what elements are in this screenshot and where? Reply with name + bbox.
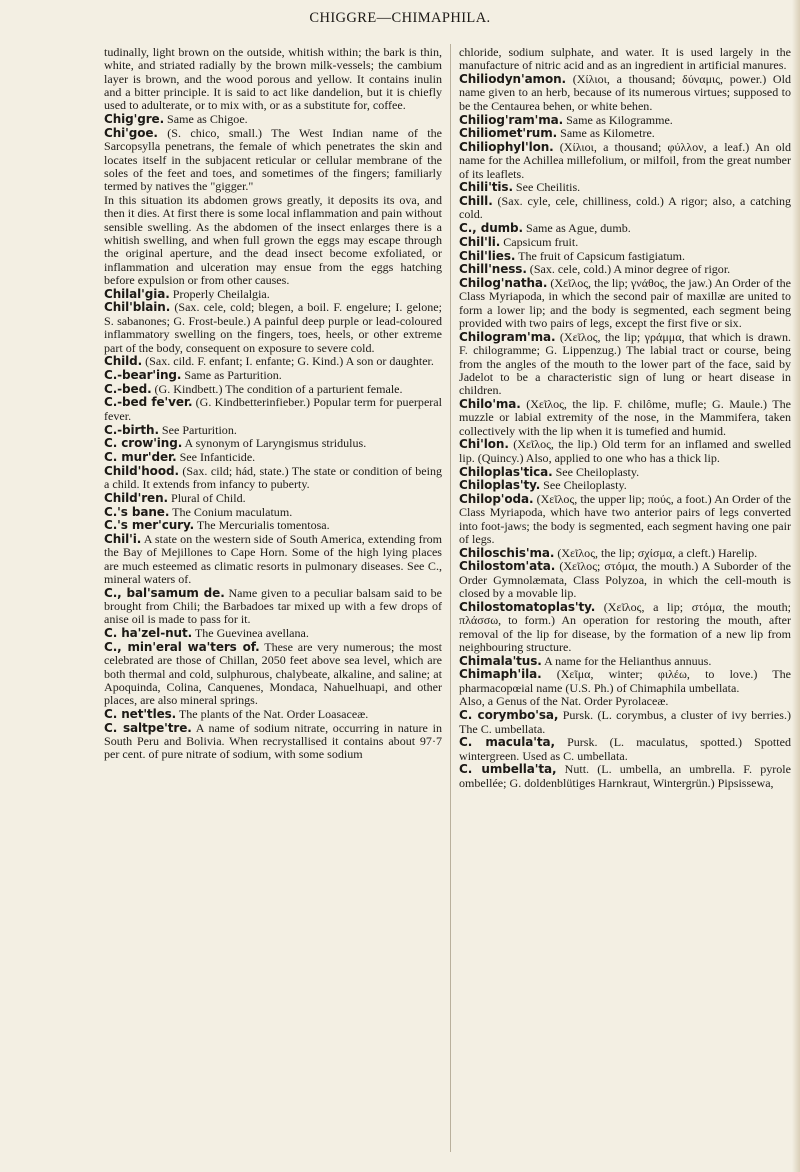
- entry-definition: A synonym of Laryngismus stridulus.: [182, 436, 367, 451]
- entry-headword: C. crow'ing.: [104, 436, 183, 451]
- entry-definition: A name of sodium nitrate, occurring in nature in South Peru and Bolivia. When recrystallised it contains about 97·7 per cent. of pure nitrate of sodium, with some sodium: [104, 720, 442, 762]
- entry-headword: Chi'lon.: [459, 437, 509, 452]
- dictionary-entry: [459, 73, 791, 113]
- entry-headword: Chill'ness.: [459, 262, 527, 277]
- dictionary-entry: [104, 383, 442, 396]
- entry-definition: See Cheiloplasty.: [540, 478, 627, 493]
- entry-headword: C.-bed fe'ver.: [104, 395, 193, 410]
- entry-definition: A name for the Helianthus annuus.: [541, 653, 712, 668]
- entry-headword: C.-bear'ing.: [104, 367, 182, 382]
- entry-headword: Chiloplas'tica.: [459, 464, 553, 479]
- dictionary-entry: [104, 355, 442, 368]
- dictionary-entry: [104, 424, 442, 437]
- entry-headword: C.-birth.: [104, 422, 159, 437]
- entry-definition: Same as Parturition.: [181, 367, 282, 382]
- entry-definition: The Mercurialis tomentosa.: [194, 518, 330, 533]
- entry-headword: Chiliog'ram'ma.: [459, 112, 564, 127]
- entry-definition: Also, a Genus of the Nat. Order Pyrolaceæ.: [459, 694, 669, 709]
- dictionary-entry: [459, 236, 791, 249]
- entry-headword: C.-bed.: [104, 381, 152, 396]
- entry-definition: The Guevinea avellana.: [192, 626, 309, 641]
- dictionary-entry: [104, 506, 442, 519]
- column-divider: [450, 44, 451, 1152]
- entry-headword: Chill.: [459, 194, 493, 209]
- entry-headword: Chilostomatoplas'ty.: [459, 599, 596, 614]
- entry-definition: Capsicum fruit.: [500, 234, 579, 249]
- entry-definition: (G. Kindbett.) The condition of a parturient female.: [151, 381, 403, 396]
- entry-definition: Pursk. (L. maculatus, spotted.) Spotted wintergreen. Used as C. umbellata.: [459, 735, 791, 763]
- entry-definition: Nutt. (L. umbella, an umbrella. F. pyrole ombellée; G. doldenblütiges Harnkraut, Wintergrün.) Pipsissewa,: [459, 762, 791, 790]
- entry-definition: Same as Ague, dumb.: [523, 221, 631, 236]
- entry-definition: Properly Cheilalgia.: [169, 286, 270, 301]
- entry-definition: (Χεῖλος, the lip. F. chilôme, mufle; G. Maule.) The muzzle or labial extremity of the nose, in the Mammifera, taken collectively with the lip when it is tumefied and humid.: [459, 397, 791, 438]
- dictionary-entry: [104, 492, 442, 505]
- entry-headword: Child.: [104, 354, 143, 369]
- dictionary-entry: [459, 398, 791, 438]
- dictionary-entry: [459, 479, 791, 492]
- dictionary-entry: [104, 437, 442, 450]
- entry-definition: (Sax. cyle, cele, chilliness, cold.) A rigor; also, a catching cold.: [459, 194, 791, 222]
- dictionary-entry: [104, 641, 442, 708]
- entry-definition: Pursk. (L. corymbus, a cluster of ivy berries.) The C. umbellata.: [459, 708, 791, 736]
- entry-definition: In this situation its abdomen grows greatly, it deposits its ova, and then it dies. At first there is some local inflammation and pain without sensible swelling. As the abdomen of the insect enlarges there is a whitish swelling, and when full grown the eggs may escape through the original aperture, and the dead insect become exfoliated, or inflammation and ulceration may ensue from the eggs hatching before expulsion or from other causes.: [104, 192, 442, 288]
- dictionary-entry: [104, 519, 442, 532]
- left-column: [104, 46, 442, 762]
- entry-headword: Chil'blain.: [104, 300, 171, 315]
- dictionary-entry: [459, 736, 791, 763]
- entry-definition: (Sax. cild; hád, state.) The state or condition of being a child. It extends from infancy to puberty.: [104, 463, 442, 492]
- dictionary-entry: [459, 601, 791, 654]
- entry-definition: (G. Kindbetterinfieber.) Popular term for puerperal fever.: [104, 395, 442, 423]
- dictionary-entry: [104, 708, 442, 721]
- entry-headword: Chimaph'ila.: [459, 667, 542, 682]
- entry-headword: Chi'goe.: [104, 125, 158, 140]
- dictionary-entry: [104, 288, 442, 301]
- dictionary-entry: [459, 127, 791, 140]
- entry-definition: (Χεῖλος, the lip; γράμμα, that which is drawn. F. chilogramme; G. Lippenzug.) The labial tract or course, being from the angles of the mouth to the lower part of the face, said by Jadelot to be a characteristic sign of lung or heart disease in children.: [459, 329, 791, 398]
- entry-headword: Chiliomet'rum.: [459, 126, 558, 141]
- entry-definition: See Cheiloplasty.: [552, 464, 640, 479]
- entry-headword: C. macula'ta,: [459, 735, 555, 750]
- dictionary-entry: [104, 451, 442, 464]
- dictionary-entry: [459, 763, 791, 790]
- entry-definition: (Χίλιοι, a thousand; φύλλον, a leaf.) An old name for the Achillea millefolium, or milfoil, from the great number of its leaflets.: [459, 139, 791, 181]
- dictionary-entry: [459, 141, 791, 181]
- entry-definition: A state on the western side of South America, extending from the Bay of Mejillones to Cape Horn. Some of the high lying places are much esteemed as climatic resorts in pulmonary diseases. See C., mineral waters of.: [104, 532, 442, 587]
- dictionary-entry: [459, 250, 791, 263]
- entry-headword: Chil'li.: [459, 234, 501, 249]
- entry-continuation: [459, 46, 791, 73]
- entry-definition: (Sax. cele, cold.) A minor degree of rigor.: [526, 262, 731, 277]
- entry-headword: Chilal'gia.: [104, 286, 170, 301]
- entry-headword: Chig'gre.: [104, 112, 165, 127]
- dictionary-entry: [459, 709, 791, 736]
- entry-continuation: [104, 194, 442, 287]
- entry-headword: C., min'eral wa'ters of.: [104, 639, 260, 654]
- entry-headword: Chilostom'ata.: [459, 559, 556, 574]
- entry-definition: (Χεῖλος, a lip; στόμα, the mouth; πλάσσω, to form.) An operation for restoring the mouth, after removal of the lip for disease, by the formation of a new lip from neighbouring structure.: [459, 599, 791, 654]
- entry-definition: (Χεῖλος; στόμα, the mouth.) A Suborder of the Order Gymnolæmata, Class Polyzoa, in which the cell-mouth is closed by a movable lip.: [459, 559, 791, 601]
- entry-definition: tudinally, light brown on the outside, whitish within; the bark is thin, white, and striated radially by the brown milk-vessels; the cambium layer is brown, and the wood porous and yellow. It contains inulin and a bitter principle. It is said to act like dandelion, but it is chiefly used to adulterate, or to mix with, or as a substitute for, coffee.: [104, 45, 442, 113]
- dictionary-entry: [459, 195, 791, 222]
- dictionary-entry: [459, 655, 791, 668]
- page-edge-shadow: [792, 0, 800, 1172]
- dictionary-entry: [104, 533, 442, 586]
- entry-definition: (Χεῖλος, the lip; σχίσμα, a cleft.) Harelip.: [554, 545, 758, 560]
- dictionary-entry: [459, 222, 791, 235]
- dictionary-entry: [104, 127, 442, 194]
- entry-headword: Chil'lies.: [459, 248, 516, 263]
- entry-definition: The fruit of Capsicum fastigiatum.: [515, 248, 686, 263]
- entry-definition: See Infanticide.: [176, 450, 256, 464]
- dictionary-entry: [104, 465, 442, 492]
- dictionary-entry: [459, 466, 791, 479]
- entry-definition: Same as Chigoe.: [164, 112, 248, 127]
- entry-definition: Name given to a peculiar balsam said to be brought from Chili; the Barbadoes tar mixed up with a few drops of anise oil is made to pass for it.: [104, 585, 442, 627]
- dictionary-entry: [459, 493, 791, 546]
- entry-headword: C. saltpe'tre.: [104, 720, 192, 735]
- dictionary-entry: [104, 301, 442, 354]
- entry-headword: C., dumb.: [459, 221, 523, 236]
- entry-headword: Chilog'natha.: [459, 276, 548, 291]
- entry-continuation: [104, 46, 442, 113]
- dictionary-entry: [459, 263, 791, 276]
- entry-definition: (Χίλιοι, a thousand; δύναμις, power.) Old name given to an herb, because of its numerous virtues; supposed to be the Centaurea behen, or white behen.: [459, 72, 791, 113]
- entry-definition: See Parturition.: [158, 422, 237, 437]
- entry-headword: C. mur'der.: [104, 450, 177, 464]
- entry-continuation: [459, 695, 791, 708]
- entry-headword: C.'s mer'cury.: [104, 518, 195, 533]
- dictionary-entry: [459, 181, 791, 194]
- entry-headword: C. corymbo'sa,: [459, 708, 559, 723]
- entry-headword: Chilo'ma.: [459, 397, 521, 412]
- dictionary-entry: [104, 627, 442, 640]
- entry-headword: C. ha'zel-nut.: [104, 626, 193, 641]
- dictionary-entry: [459, 114, 791, 127]
- entry-definition: (S. chico, small.) The West Indian name of the Sarcopsylla penetrans, the female of which penetrates the skin and locates itself in the subjacent reticular or cellular membrane of the soles of the feet and toes, and sometimes of the fingers; familiarly termed by natives the "gigger.": [104, 125, 442, 194]
- running-head: CHIGGRE—CHIMAPHILA.: [309, 10, 491, 26]
- entry-headword: Chili'tis.: [459, 180, 513, 195]
- entry-definition: See Cheilitis.: [512, 180, 581, 195]
- entry-headword: Chiliophyl'lon.: [459, 139, 554, 154]
- dictionary-entry: [104, 369, 442, 382]
- entry-definition: (Sax. cele, cold; blegen, a boil. F. engelure; I. gelone; S. sabanones; G. Frost-beule.) A painful deep purple or lead-coloured inflammatory swelling on the fingers, toes, heels, or other extreme part of the body, consequent on exposure to severe cold.: [104, 300, 442, 355]
- dictionary-entry: [459, 277, 791, 330]
- entry-definition: Same as Kilometre.: [557, 126, 655, 141]
- entry-headword: Chiloplas'ty.: [459, 478, 541, 493]
- dictionary-entry: [459, 560, 791, 600]
- entry-headword: C. umbella'ta,: [459, 762, 557, 777]
- entry-definition: The plants of the Nat. Order Loasaceæ.: [176, 707, 369, 722]
- entry-headword: Chilogram'ma.: [459, 329, 556, 344]
- dictionary-entry: [459, 438, 791, 465]
- entry-definition: The Conium maculatum.: [169, 504, 293, 519]
- entry-definition: chloride, sodium sulphate, and water. It is used largely in the manufacture of nitric acid and as an ingredient in artificial manures.: [459, 45, 791, 73]
- entry-definition: Same as Kilogramme.: [563, 112, 673, 127]
- entry-headword: C.'s bane.: [104, 504, 170, 519]
- entry-headword: C. net'tles.: [104, 707, 177, 722]
- entry-definition: (Χεῖλος, the upper lip; πούς, a foot.) An Order of the Class Myriapoda, which have two anterior pairs of legs converted into foot-jaws; the body is segmented, each segment having one pair of legs.: [459, 491, 791, 547]
- entry-headword: Chimala'tus.: [459, 653, 542, 668]
- entry-headword: C., bal'samum de.: [104, 585, 225, 600]
- dictionary-entry: [459, 668, 791, 695]
- entry-definition: Plural of Child.: [168, 490, 246, 505]
- entry-definition: (Χεῖλος, the lip.) Old term for an inflamed and swelled lip. (Quincy.) Also, applied to one who has a thick lip.: [459, 437, 791, 465]
- dictionary-entry: [104, 113, 442, 126]
- entry-headword: Child'ren.: [104, 490, 168, 505]
- entry-definition: (Sax. cild. F. enfant; I. enfante; G. Kind.) A son or daughter.: [142, 354, 434, 369]
- dictionary-entry: [459, 547, 791, 560]
- right-column: [459, 46, 791, 790]
- entry-definition: (Χεῖλος, the lip; γνάθος, the jaw.) An Order of the Class Myriapoda, in which the second pair of maxillæ are united to form a lower lip; and the body is segmented, each segment being provided with two pairs of legs, except the first five or six.: [459, 276, 791, 331]
- dictionary-entry: [104, 722, 442, 762]
- entry-headword: Chiloschis'ma.: [459, 545, 555, 560]
- entry-headword: Chiliodyn'amon.: [459, 72, 567, 87]
- dictionary-entry: [104, 587, 442, 627]
- entry-definition: (Χεῖμα, winter; φιλέω, to love.) The pharmacopœial name (U.S. Ph.) of Chimaphila umbellata.: [459, 667, 791, 695]
- entry-headword: Chilop'oda.: [459, 491, 534, 506]
- entry-headword: Child'hood.: [104, 463, 179, 478]
- dictionary-entry: [104, 396, 442, 423]
- dictionary-entry: [459, 331, 791, 398]
- entry-headword: Chil'i.: [104, 532, 142, 547]
- entry-definition: These are very numerous; the most celebrated are those of Chillan, 2050 feet above sea level, which are both thermal and cold, sulphurous, chalybeate, alkaline, and saline; at Apoquinda, Colina, Canquenes, Mondaca, Nahuelhuapi, and other places, are also mineral springs.: [104, 639, 442, 708]
